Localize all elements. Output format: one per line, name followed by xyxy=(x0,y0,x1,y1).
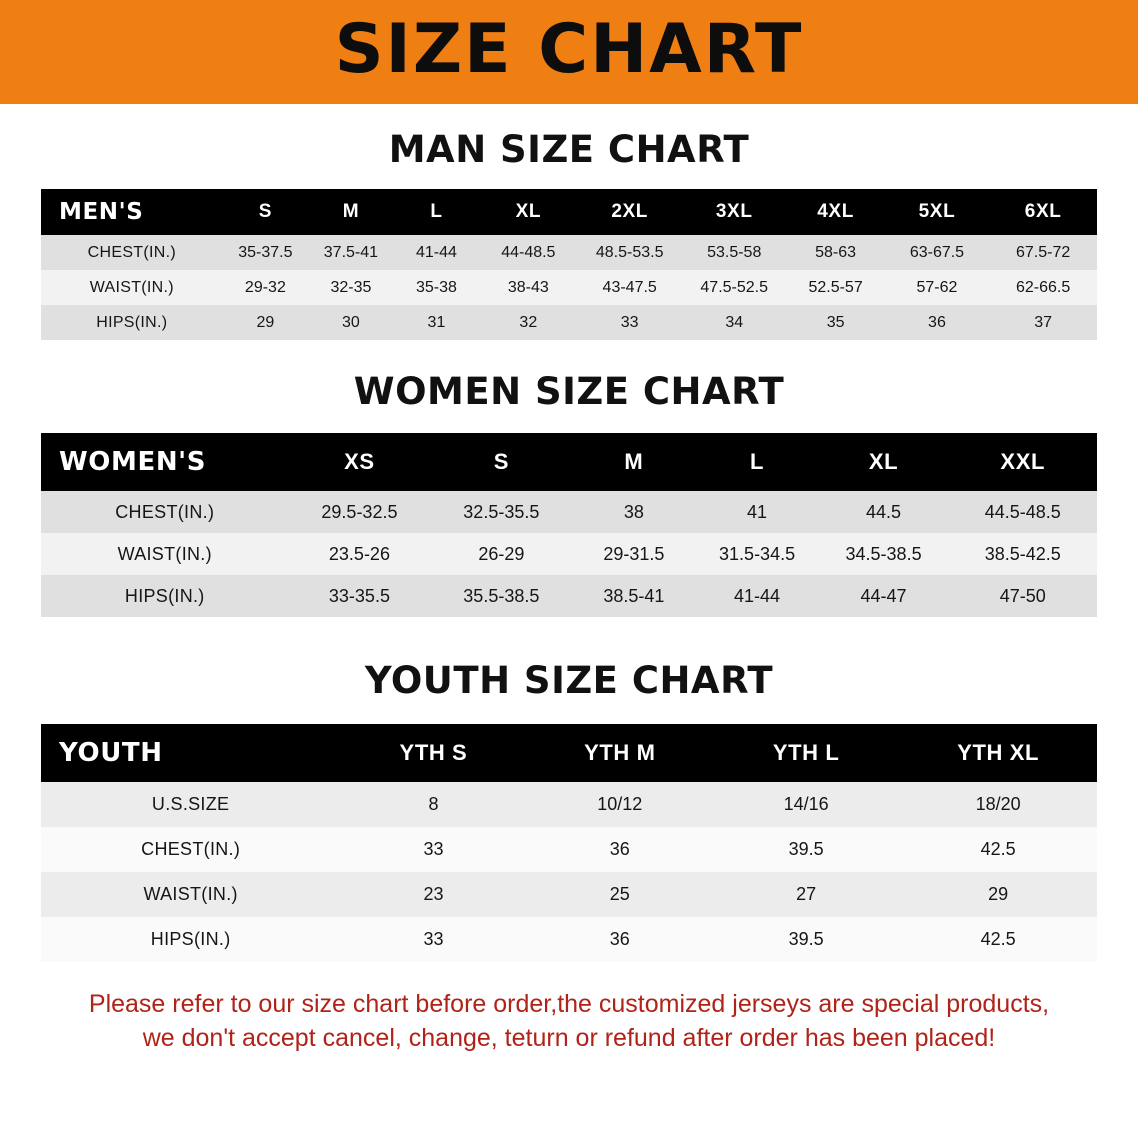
youth-row-0-cell-1: 10/12 xyxy=(597,794,643,814)
table-row xyxy=(41,872,1097,917)
man-row-1-cell-4: 43-47.5 xyxy=(602,278,657,296)
man-row-0-cell-4: 48.5-53.5 xyxy=(595,243,664,261)
youth-header-cell-0: YOUTH xyxy=(59,738,163,768)
man-row-2-cell-0: 29 xyxy=(256,313,275,331)
women-row-1-cell-5: 38.5-42.5 xyxy=(984,543,1061,564)
table-row xyxy=(41,782,1097,827)
man-section-title: MAN SIZE CHART xyxy=(388,128,750,171)
women-header-cell-2: S xyxy=(493,449,509,474)
table-row xyxy=(41,575,1097,617)
women-row-2-cell-3: 41-44 xyxy=(734,585,781,606)
policy-note xyxy=(0,988,1138,1056)
man-header-cell-8: 5XL xyxy=(918,201,956,222)
youth-row-1-cell-0: 33 xyxy=(423,839,444,859)
youth-row-1-cell-3: 42.5 xyxy=(980,839,1016,859)
man-row-1-cell-7: 57-62 xyxy=(916,278,958,296)
women-header-cell-1: XS xyxy=(344,449,375,474)
man-header-cell-1: S xyxy=(258,201,273,222)
man-header-cell-0: MEN'S xyxy=(59,199,144,225)
table-row xyxy=(41,491,1097,533)
youth-size-table xyxy=(41,724,1097,962)
man-header-cell-2: M xyxy=(342,201,360,222)
table-row xyxy=(41,917,1097,962)
man-row-2-cell-8: 37 xyxy=(1034,313,1052,331)
women-row-0-label: CHEST(IN.) xyxy=(115,501,215,522)
youth-row-3-label: HIPS(IN.) xyxy=(150,929,231,949)
man-header-cell-9: 6XL xyxy=(1024,201,1062,222)
man-row-0-cell-3: 44-48.5 xyxy=(501,243,556,261)
man-row-0-cell-2: 41-44 xyxy=(415,243,457,261)
youth-header-cell-2: YTH M xyxy=(584,740,656,765)
man-row-0-cell-0: 35-37.5 xyxy=(238,243,293,261)
man-table-wrap xyxy=(0,189,1138,340)
women-row-1-label: WAIST(IN.) xyxy=(117,543,212,564)
youth-row-2-cell-1: 25 xyxy=(609,884,630,904)
women-row-0-cell-5: 44.5-48.5 xyxy=(984,501,1061,522)
youth-table-wrap xyxy=(0,724,1138,962)
youth-row-3-cell-3: 42.5 xyxy=(980,929,1016,949)
policy-note-line-2: we don't accept cancel, change, teturn or refund after order has been placed! xyxy=(142,1023,996,1052)
man-row-0-cell-8: 67.5-72 xyxy=(1015,243,1071,261)
man-header-cell-5: 2XL xyxy=(611,201,649,222)
youth-row-3-cell-0: 33 xyxy=(423,929,444,949)
youth-row-1-cell-2: 39.5 xyxy=(788,839,824,859)
man-row-1-label: WAIST(IN.) xyxy=(89,278,174,296)
page-title: SIZE CHART xyxy=(334,10,804,89)
women-row-1-cell-0: 23.5-26 xyxy=(328,543,390,564)
man-header-cell-7: 4XL xyxy=(817,201,854,222)
women-row-0-cell-3: 41 xyxy=(747,501,768,522)
women-row-0-cell-0: 29.5-32.5 xyxy=(321,501,398,522)
man-row-1-cell-0: 29-32 xyxy=(244,278,286,296)
women-header-cell-0: WOMEN'S xyxy=(59,447,207,477)
man-row-0-cell-5: 53.5-58 xyxy=(707,243,762,261)
youth-row-0-cell-0: 8 xyxy=(428,794,439,814)
women-row-2-cell-1: 35.5-38.5 xyxy=(463,585,540,606)
man-row-1-cell-8: 62-66.5 xyxy=(1015,278,1071,296)
youth-row-1-label: CHEST(IN.) xyxy=(141,839,241,859)
women-row-1-cell-3: 31.5-34.5 xyxy=(719,543,796,564)
man-row-1-cell-5: 47.5-52.5 xyxy=(700,278,769,296)
man-table-header-row xyxy=(41,189,1097,235)
youth-row-2-label: WAIST(IN.) xyxy=(143,884,238,904)
table-row xyxy=(41,827,1097,872)
youth-header-cell-1: YTH S xyxy=(399,740,468,765)
women-row-2-cell-5: 47-50 xyxy=(999,585,1046,606)
man-header-cell-3: L xyxy=(430,201,443,222)
women-section-title: WOMEN SIZE CHART xyxy=(353,370,785,413)
youth-row-1-cell-1: 36 xyxy=(609,839,630,859)
women-header-cell-3: M xyxy=(624,449,644,474)
man-row-2-cell-7: 36 xyxy=(928,313,946,331)
women-row-1-cell-1: 26-29 xyxy=(478,543,525,564)
women-row-2-label: HIPS(IN.) xyxy=(124,585,205,606)
man-row-0-cell-1: 37.5-41 xyxy=(323,243,379,261)
women-row-2-cell-0: 33-35.5 xyxy=(328,585,390,606)
man-row-2-label: HIPS(IN.) xyxy=(96,313,168,331)
youth-row-3-cell-2: 39.5 xyxy=(788,929,824,949)
table-row xyxy=(41,270,1097,305)
man-row-2-cell-3: 32 xyxy=(519,313,538,331)
man-row-0-cell-6: 58-63 xyxy=(815,243,857,261)
youth-row-0-cell-2: 14/16 xyxy=(783,794,829,814)
women-row-2-cell-4: 44-47 xyxy=(860,585,907,606)
women-header-cell-6: XXL xyxy=(1000,449,1046,474)
man-row-2-cell-5: 34 xyxy=(725,313,744,331)
youth-header-cell-4: YTH XL xyxy=(957,740,1040,765)
women-row-0-cell-2: 38 xyxy=(623,501,644,522)
youth-row-0-label: U.S.SIZE xyxy=(151,794,230,814)
table-row xyxy=(41,533,1097,575)
man-row-1-cell-3: 38-43 xyxy=(507,278,549,296)
women-row-1-cell-2: 29-31.5 xyxy=(603,543,665,564)
youth-row-0-cell-3: 18/20 xyxy=(975,794,1021,814)
women-size-table xyxy=(41,433,1097,617)
women-row-0-cell-4: 44.5 xyxy=(866,501,902,522)
youth-row-2-cell-0: 23 xyxy=(423,884,444,904)
table-row xyxy=(41,235,1097,270)
youth-row-2-cell-3: 29 xyxy=(988,884,1009,904)
man-header-cell-4: XL xyxy=(515,201,542,222)
women-row-1-cell-4: 34.5-38.5 xyxy=(845,543,922,564)
women-table-header-row xyxy=(41,433,1097,491)
women-header-cell-5: XL xyxy=(868,449,899,474)
man-row-1-cell-2: 35-38 xyxy=(415,278,457,296)
man-row-2-cell-2: 31 xyxy=(427,313,446,331)
table-row xyxy=(41,305,1097,340)
youth-header-cell-3: YTH L xyxy=(772,740,840,765)
man-row-0-cell-7: 63-67.5 xyxy=(909,243,965,261)
women-header-cell-4: L xyxy=(750,449,765,474)
man-header-cell-6: 3XL xyxy=(715,201,753,222)
youth-table-header-row xyxy=(41,724,1097,782)
policy-note-line-1: Please refer to our size chart before order,the customized jerseys are special products, xyxy=(88,990,1050,1018)
women-row-2-cell-2: 38.5-41 xyxy=(603,585,665,606)
youth-row-2-cell-2: 27 xyxy=(796,884,817,904)
man-row-1-cell-6: 52.5-57 xyxy=(808,278,863,296)
man-row-0-label: CHEST(IN.) xyxy=(87,243,176,261)
youth-section-title: YOUTH SIZE CHART xyxy=(364,659,774,702)
man-size-table xyxy=(41,189,1097,340)
page-banner xyxy=(0,0,1138,104)
man-row-2-cell-6: 35 xyxy=(826,313,845,331)
man-row-2-cell-1: 30 xyxy=(342,313,360,331)
women-table-wrap xyxy=(0,433,1138,617)
women-row-0-cell-1: 32.5-35.5 xyxy=(463,501,540,522)
youth-row-3-cell-1: 36 xyxy=(609,929,630,949)
man-row-1-cell-1: 32-35 xyxy=(330,278,372,296)
man-row-2-cell-4: 33 xyxy=(620,313,639,331)
